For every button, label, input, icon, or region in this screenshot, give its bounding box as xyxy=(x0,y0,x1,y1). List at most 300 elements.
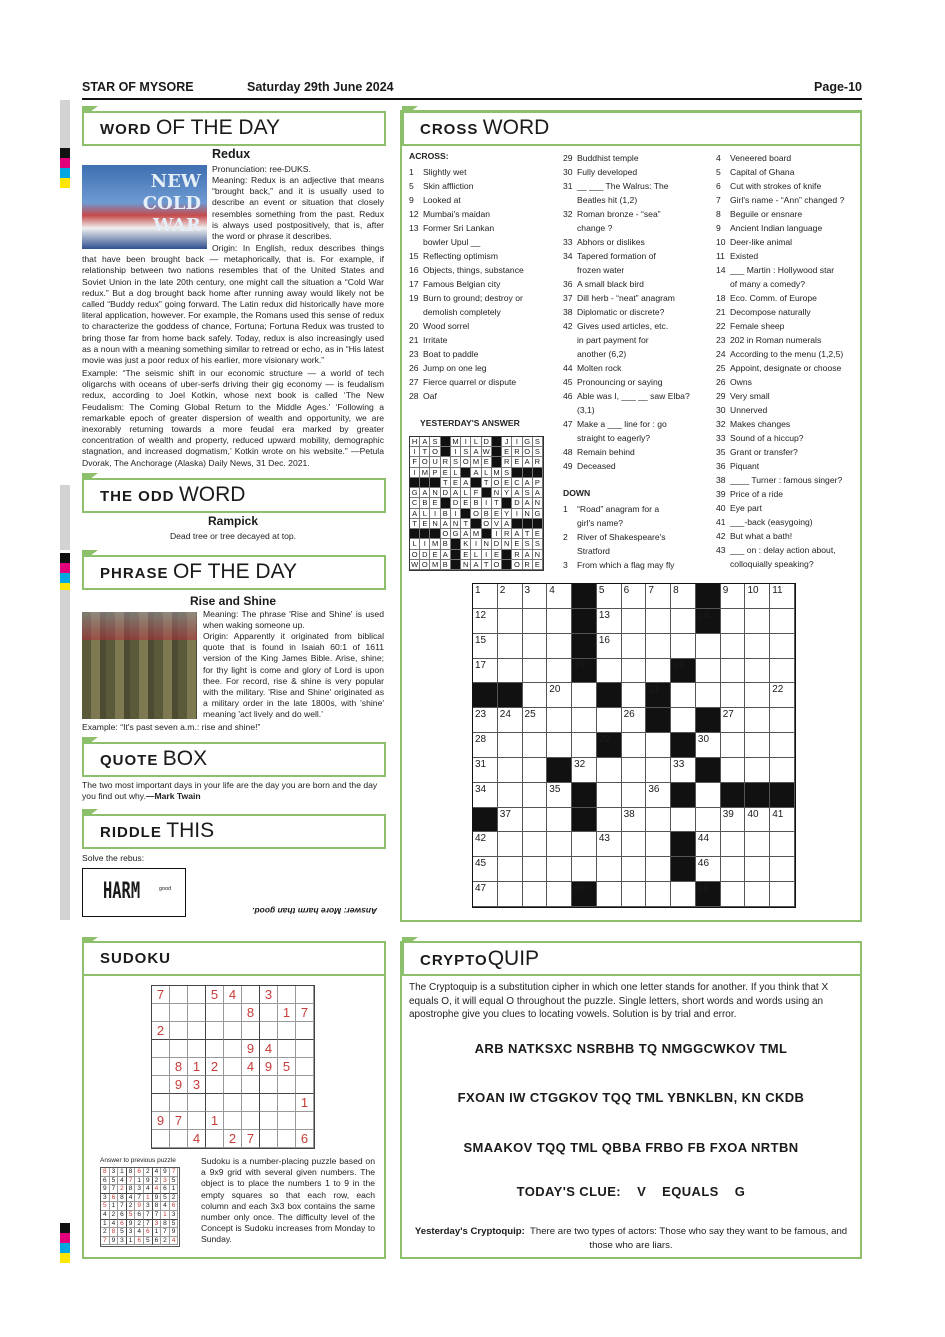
grid-cell[interactable] xyxy=(473,783,498,808)
clue-number: 32 xyxy=(716,419,726,429)
grid-cell[interactable] xyxy=(646,882,671,907)
sudoku-cell[interactable] xyxy=(170,1130,188,1148)
answer-cell: I xyxy=(512,509,522,519)
clue xyxy=(563,263,690,277)
grid-cell[interactable] xyxy=(696,634,721,659)
clue-text: Cut with strokes of knife xyxy=(730,181,822,191)
clue xyxy=(409,375,524,389)
sudoku-cell[interactable] xyxy=(278,1094,296,1112)
grid-cell[interactable] xyxy=(498,808,523,833)
grid-cell[interactable] xyxy=(721,733,746,758)
grid-cell[interactable] xyxy=(597,882,622,907)
sudoku-cell[interactable] xyxy=(260,1112,278,1130)
sudoku-cell[interactable] xyxy=(296,1022,314,1040)
sudoku-cell[interactable]: 5 xyxy=(278,1058,296,1076)
grid-cell[interactable] xyxy=(498,609,523,634)
black-cell xyxy=(420,529,430,539)
sudoku-cell[interactable] xyxy=(278,1112,296,1130)
grid-cell[interactable] xyxy=(498,634,523,659)
answer-cell: A xyxy=(523,498,533,508)
prev-answer-cell: 5 xyxy=(101,1202,110,1211)
sudoku-cell[interactable]: 7 xyxy=(242,1130,260,1148)
prev-answer-cell: 4 xyxy=(118,1177,127,1186)
grid-cell[interactable] xyxy=(597,808,622,833)
grid-cell[interactable] xyxy=(473,857,498,882)
grid-cell[interactable] xyxy=(547,808,572,833)
sudoku-cell[interactable]: 5 xyxy=(206,986,224,1004)
clue-text: Beguile or ensnare xyxy=(730,209,803,219)
prev-answer-cell: 1 xyxy=(135,1177,144,1186)
grid-cell[interactable] xyxy=(745,857,770,882)
phrase-origin: Origin: Apparently it originated from biblical quote that is found in Isaiah 60:1 of 1611 version of the King James Bible. Arise, shine; for thy light is come and glory of Lord is upon thee. For record, rise & shine is very popular with the military. 'Rise and Shine' originated as a military order in the late 1800s, with 'shine' meaning 'act lively and do well.' xyxy=(203,631,384,720)
grid-cell[interactable] xyxy=(696,733,721,758)
grid-cell[interactable] xyxy=(770,882,795,907)
grid-cell[interactable] xyxy=(572,708,597,733)
answer-cell: L xyxy=(420,509,430,519)
sudoku-cell[interactable] xyxy=(206,1022,224,1040)
grid-cell[interactable] xyxy=(745,882,770,907)
grid-cell[interactable] xyxy=(597,832,622,857)
grid-cell[interactable] xyxy=(622,832,647,857)
clue-text: demolish completely xyxy=(423,307,501,317)
grid-cell[interactable] xyxy=(696,857,721,882)
prev-answer-cell: 2 xyxy=(144,1168,153,1177)
grid-cell[interactable] xyxy=(547,832,572,857)
sudoku-cell[interactable] xyxy=(278,1076,296,1094)
sudoku-cell[interactable] xyxy=(224,1058,242,1076)
section-title-small: CROSS xyxy=(420,121,479,138)
grid-cell[interactable] xyxy=(770,808,795,833)
sudoku-cell[interactable] xyxy=(206,1076,224,1094)
crossword-grid xyxy=(472,583,796,908)
grid-cell[interactable] xyxy=(646,832,671,857)
prev-answer-cell: 6 xyxy=(101,1177,110,1186)
grid-cell[interactable] xyxy=(646,857,671,882)
grid-cell[interactable] xyxy=(597,609,622,634)
sudoku-cell[interactable] xyxy=(224,1076,242,1094)
sudoku-cell[interactable] xyxy=(242,1076,260,1094)
grid-cell[interactable] xyxy=(523,733,548,758)
sudoku-cell[interactable] xyxy=(224,1022,242,1040)
sudoku-cell[interactable] xyxy=(278,1130,296,1148)
answer-cell: N xyxy=(502,539,512,549)
grid-cell[interactable] xyxy=(498,783,523,808)
sudoku-cell[interactable] xyxy=(296,986,314,1004)
grid-cell[interactable] xyxy=(745,758,770,783)
sudoku-cell[interactable]: 8 xyxy=(242,1004,260,1022)
sudoku-cell[interactable]: 7 xyxy=(170,1112,188,1130)
grid-cell[interactable] xyxy=(721,808,746,833)
grid-cell[interactable] xyxy=(547,634,572,659)
grid-cell[interactable] xyxy=(721,758,746,783)
grid-cell[interactable] xyxy=(671,882,696,907)
prev-answer-cell: 5 xyxy=(127,1211,136,1220)
clue xyxy=(409,333,524,347)
sudoku-cell[interactable] xyxy=(260,1130,278,1148)
prev-answer-cell: 8 xyxy=(127,1185,136,1194)
sudoku-cell[interactable]: 2 xyxy=(152,1022,170,1040)
grid-cell[interactable] xyxy=(671,584,696,609)
prev-answer-cell: 1 xyxy=(118,1168,127,1177)
grid-cell[interactable] xyxy=(721,659,746,684)
sudoku-cell[interactable] xyxy=(206,1094,224,1112)
sudoku-cell[interactable] xyxy=(188,1040,206,1058)
prev-answer-cell: 4 xyxy=(153,1185,162,1194)
grid-cell[interactable] xyxy=(523,758,548,783)
grid-cell[interactable] xyxy=(770,584,795,609)
sudoku-cell[interactable]: 2 xyxy=(224,1130,242,1148)
sudoku-cell[interactable] xyxy=(242,1094,260,1112)
cell-number: 32 xyxy=(574,758,586,770)
sudoku-cell[interactable] xyxy=(260,1022,278,1040)
clue-number: 36 xyxy=(716,461,726,471)
grid-cell[interactable] xyxy=(473,758,498,783)
grid-cell[interactable] xyxy=(547,609,572,634)
sudoku-cell[interactable]: 1 xyxy=(206,1112,224,1130)
sudoku-cell[interactable] xyxy=(152,1040,170,1058)
grid-cell[interactable] xyxy=(646,733,671,758)
answer-cell: D xyxy=(492,539,502,549)
clue xyxy=(716,361,844,375)
clue-number: 44 xyxy=(563,363,573,373)
grid-cell[interactable] xyxy=(671,683,696,708)
sudoku-cell[interactable] xyxy=(260,1004,278,1022)
grid-cell[interactable] xyxy=(745,733,770,758)
sudoku-cell[interactable] xyxy=(206,1004,224,1022)
image-text: NEW xyxy=(150,171,201,192)
clue-text: Dill herb - “neat” anagram xyxy=(577,293,675,303)
grid-cell[interactable] xyxy=(770,634,795,659)
grid-cell[interactable] xyxy=(597,758,622,783)
clue-number: 17 xyxy=(409,279,419,289)
sudoku-cell[interactable]: 9 xyxy=(242,1040,260,1058)
grid-cell[interactable] xyxy=(770,857,795,882)
grid-cell[interactable] xyxy=(473,659,498,684)
grid-cell[interactable] xyxy=(721,832,746,857)
black-cell xyxy=(597,683,622,708)
grid-cell[interactable] xyxy=(745,609,770,634)
answer-cell: S xyxy=(430,437,440,447)
grid-cell[interactable] xyxy=(523,609,548,634)
sudoku-cell[interactable] xyxy=(242,986,260,1004)
black-cell xyxy=(533,468,543,478)
grid-cell[interactable] xyxy=(572,683,597,708)
clue xyxy=(563,516,674,530)
sudoku-cell[interactable]: 6 xyxy=(296,1130,314,1148)
grid-cell[interactable] xyxy=(473,634,498,659)
grid-cell[interactable] xyxy=(523,584,548,609)
sudoku-cell[interactable]: 3 xyxy=(260,986,278,1004)
grid-cell[interactable] xyxy=(523,659,548,684)
prev-answer-cell: 9 xyxy=(110,1237,119,1246)
grid-cell[interactable] xyxy=(498,708,523,733)
grid-cell[interactable] xyxy=(572,857,597,882)
black-cell xyxy=(482,488,492,498)
sudoku-cell[interactable]: 7 xyxy=(152,986,170,1004)
grid-cell[interactable] xyxy=(671,609,696,634)
grid-cell[interactable] xyxy=(473,832,498,857)
black-cell xyxy=(461,509,471,519)
clue xyxy=(409,235,524,249)
grid-cell[interactable] xyxy=(473,708,498,733)
sudoku-cell[interactable] xyxy=(170,986,188,1004)
sudoku-cell[interactable]: 9 xyxy=(260,1058,278,1076)
sudoku-cell[interactable] xyxy=(170,1004,188,1022)
grid-cell[interactable] xyxy=(646,659,671,684)
clue xyxy=(563,305,690,319)
clue-number: 21 xyxy=(409,335,419,345)
grid-cell[interactable] xyxy=(547,683,572,708)
clue-text: Female sheep xyxy=(730,321,785,331)
grid-cell[interactable] xyxy=(622,808,647,833)
grid-cell[interactable] xyxy=(547,882,572,907)
answer-cell: E xyxy=(492,550,502,560)
grid-cell[interactable] xyxy=(745,832,770,857)
answer-cell: B xyxy=(441,509,451,519)
grid-cell[interactable] xyxy=(646,758,671,783)
wotd-pronunciation: Pronunciation: ree-DUKS. xyxy=(212,164,311,174)
grid-cell[interactable] xyxy=(622,634,647,659)
grid-cell[interactable] xyxy=(523,708,548,733)
side-bar xyxy=(60,100,70,150)
clue-text: Deer-like animal xyxy=(730,237,793,247)
sudoku-cell[interactable] xyxy=(188,1004,206,1022)
grid-cell[interactable] xyxy=(770,683,795,708)
grid-cell[interactable] xyxy=(597,708,622,733)
grid-cell[interactable] xyxy=(696,808,721,833)
sudoku-cell[interactable] xyxy=(188,986,206,1004)
cell-number: 17 xyxy=(475,659,487,671)
grid-cell[interactable] xyxy=(770,832,795,857)
grid-cell[interactable] xyxy=(646,783,671,808)
grid-cell[interactable] xyxy=(473,609,498,634)
sudoku-cell[interactable]: 4 xyxy=(188,1130,206,1148)
grid-cell[interactable] xyxy=(770,758,795,783)
grid-cell[interactable] xyxy=(622,783,647,808)
clue-number: 38 xyxy=(563,307,573,317)
sudoku-cell[interactable] xyxy=(296,1112,314,1130)
section-title-small: RIDDLE xyxy=(100,824,162,841)
grid-cell[interactable] xyxy=(770,708,795,733)
sudoku-cell[interactable] xyxy=(224,1040,242,1058)
grid-cell[interactable] xyxy=(622,857,647,882)
grid-cell[interactable] xyxy=(745,634,770,659)
sudoku-cell[interactable]: 2 xyxy=(206,1058,224,1076)
grid-cell[interactable] xyxy=(622,758,647,783)
grid-cell[interactable] xyxy=(498,733,523,758)
prev-answer-cell: 4 xyxy=(144,1185,153,1194)
clue-text: “Road” anagram for a xyxy=(577,504,660,514)
sudoku-cell[interactable]: 1 xyxy=(188,1058,206,1076)
clue-text: another (6,2) xyxy=(577,349,627,359)
sudoku-cell[interactable]: 4 xyxy=(260,1040,278,1058)
grid-cell[interactable] xyxy=(523,634,548,659)
black-cell xyxy=(671,733,696,758)
answer-cell: Y xyxy=(502,488,512,498)
grid-cell[interactable] xyxy=(646,634,671,659)
sudoku-cell[interactable] xyxy=(206,1130,224,1148)
sudoku-cell[interactable] xyxy=(152,1094,170,1112)
grid-cell[interactable] xyxy=(622,882,647,907)
clue-number: 27 xyxy=(409,377,419,387)
sudoku-cell[interactable] xyxy=(224,1004,242,1022)
odd-word-title-box xyxy=(82,478,386,513)
clue xyxy=(409,361,524,375)
sudoku-cell[interactable]: 9 xyxy=(170,1076,188,1094)
cell-number: 16 xyxy=(598,634,610,646)
riddle-answer: Answer: More harm than good. xyxy=(252,906,378,916)
sudoku-cell[interactable] xyxy=(206,1040,224,1058)
cipher-line: FXOAN IW CTGGKOV TQQ TML YBNKLBN, KN CKDB xyxy=(457,1090,805,1105)
grid-cell[interactable] xyxy=(770,659,795,684)
grid-cell[interactable] xyxy=(572,832,597,857)
grid-cell[interactable] xyxy=(597,634,622,659)
grid-cell[interactable] xyxy=(473,733,498,758)
clue-number: 5 xyxy=(409,181,414,191)
grid-cell[interactable] xyxy=(696,659,721,684)
black-cell xyxy=(523,468,533,478)
sudoku-cell[interactable] xyxy=(188,1112,206,1130)
grid-cell[interactable] xyxy=(721,683,746,708)
sudoku-cell[interactable]: 4 xyxy=(224,986,242,1004)
sudoku-cell[interactable] xyxy=(260,1094,278,1112)
sudoku-cell[interactable] xyxy=(188,1022,206,1040)
sudoku-cell[interactable] xyxy=(242,1022,260,1040)
grid-cell[interactable] xyxy=(547,708,572,733)
sudoku-cell[interactable] xyxy=(224,1112,242,1130)
sudoku-cell[interactable] xyxy=(170,1094,188,1112)
grid-cell[interactable] xyxy=(473,584,498,609)
sudoku-cell[interactable]: 1 xyxy=(296,1094,314,1112)
wotd-word: Redux xyxy=(212,147,251,161)
grid-cell[interactable] xyxy=(721,584,746,609)
answer-cell: T xyxy=(492,498,502,508)
grid-cell[interactable] xyxy=(696,832,721,857)
black-cell xyxy=(502,498,512,508)
sudoku-cell[interactable] xyxy=(242,1112,260,1130)
grid-cell[interactable] xyxy=(547,857,572,882)
grid-cell[interactable] xyxy=(745,808,770,833)
clue-text: From which a flag may fly xyxy=(577,560,675,570)
grid-cell[interactable] xyxy=(498,584,523,609)
sudoku-cell[interactable] xyxy=(170,1022,188,1040)
clue-number: 5 xyxy=(716,167,721,177)
grid-cell[interactable] xyxy=(721,708,746,733)
grid-cell[interactable] xyxy=(671,634,696,659)
grid-cell[interactable] xyxy=(498,857,523,882)
grid-cell[interactable] xyxy=(498,882,523,907)
grid-cell[interactable] xyxy=(547,659,572,684)
sudoku-cell[interactable] xyxy=(170,1040,188,1058)
grid-cell[interactable] xyxy=(523,857,548,882)
grid-cell[interactable] xyxy=(523,882,548,907)
black-cell xyxy=(420,478,430,488)
grid-cell[interactable] xyxy=(498,659,523,684)
grid-cell[interactable] xyxy=(622,609,647,634)
grid-cell[interactable] xyxy=(622,584,647,609)
grid-cell[interactable] xyxy=(547,733,572,758)
grid-cell[interactable] xyxy=(622,708,647,733)
sudoku-cell[interactable] xyxy=(260,1076,278,1094)
answer-cell: O xyxy=(523,447,533,457)
sudoku-cell[interactable]: 8 xyxy=(170,1058,188,1076)
grid-cell[interactable] xyxy=(671,758,696,783)
sudoku-cell[interactable]: 7 xyxy=(296,1004,314,1022)
grid-cell[interactable] xyxy=(547,584,572,609)
grid-cell[interactable] xyxy=(745,584,770,609)
grid-cell[interactable] xyxy=(597,584,622,609)
grid-cell[interactable] xyxy=(622,683,647,708)
grid-cell[interactable] xyxy=(572,733,597,758)
grid-cell[interactable] xyxy=(523,808,548,833)
grid-cell[interactable] xyxy=(721,609,746,634)
sudoku-cell[interactable] xyxy=(188,1094,206,1112)
grid-cell[interactable] xyxy=(745,659,770,684)
grid-cell[interactable] xyxy=(547,783,572,808)
sudoku-cell[interactable] xyxy=(152,1130,170,1148)
grid-cell[interactable] xyxy=(646,808,671,833)
sudoku-cell[interactable]: 9 xyxy=(152,1112,170,1130)
grid-cell[interactable] xyxy=(646,584,671,609)
grid-cell[interactable] xyxy=(498,758,523,783)
grid-cell[interactable] xyxy=(721,634,746,659)
cell-number: 15 xyxy=(475,634,487,646)
sudoku-cell[interactable] xyxy=(278,1022,296,1040)
grid-cell[interactable] xyxy=(597,857,622,882)
sudoku-cell[interactable]: 1 xyxy=(278,1004,296,1022)
black-cell xyxy=(597,733,622,758)
clue-text: Price of a ride xyxy=(730,489,784,499)
sudoku-cell[interactable] xyxy=(278,986,296,1004)
grid-cell[interactable] xyxy=(721,857,746,882)
yesterday-cryptoquip-label: Yesterday's Cryptoquip: xyxy=(414,1226,525,1237)
prev-answer-cell: 1 xyxy=(153,1228,162,1237)
sudoku-cell[interactable] xyxy=(296,1058,314,1076)
grid-cell[interactable] xyxy=(597,783,622,808)
sudoku-cell[interactable] xyxy=(296,1076,314,1094)
sudoku-cell[interactable] xyxy=(224,1094,242,1112)
grid-cell[interactable] xyxy=(671,708,696,733)
sudoku-cell[interactable] xyxy=(152,1076,170,1094)
grid-cell[interactable] xyxy=(622,659,647,684)
grid-cell[interactable] xyxy=(597,659,622,684)
grid-cell[interactable] xyxy=(523,683,548,708)
grid-cell[interactable] xyxy=(745,683,770,708)
sudoku-cell[interactable] xyxy=(152,1058,170,1076)
grid-cell[interactable] xyxy=(696,783,721,808)
grid-cell[interactable] xyxy=(671,808,696,833)
sudoku-cell[interactable] xyxy=(278,1040,296,1058)
sudoku-cell[interactable] xyxy=(152,1004,170,1022)
grid-cell[interactable] xyxy=(745,708,770,733)
grid-cell[interactable] xyxy=(498,832,523,857)
grid-cell[interactable] xyxy=(770,733,795,758)
grid-cell[interactable] xyxy=(473,882,498,907)
prev-answer-cell: 2 xyxy=(135,1220,144,1229)
clue xyxy=(563,207,690,221)
sudoku-cell[interactable]: 4 xyxy=(242,1058,260,1076)
grid-cell[interactable] xyxy=(523,832,548,857)
sudoku-cell[interactable] xyxy=(296,1040,314,1058)
grid-cell[interactable] xyxy=(721,882,746,907)
grid-cell[interactable] xyxy=(622,733,647,758)
grid-cell[interactable] xyxy=(523,783,548,808)
grid-cell[interactable] xyxy=(696,683,721,708)
grid-cell[interactable] xyxy=(646,609,671,634)
sudoku-cell[interactable]: 3 xyxy=(188,1076,206,1094)
grid-cell[interactable] xyxy=(572,758,597,783)
grid-cell[interactable] xyxy=(770,609,795,634)
